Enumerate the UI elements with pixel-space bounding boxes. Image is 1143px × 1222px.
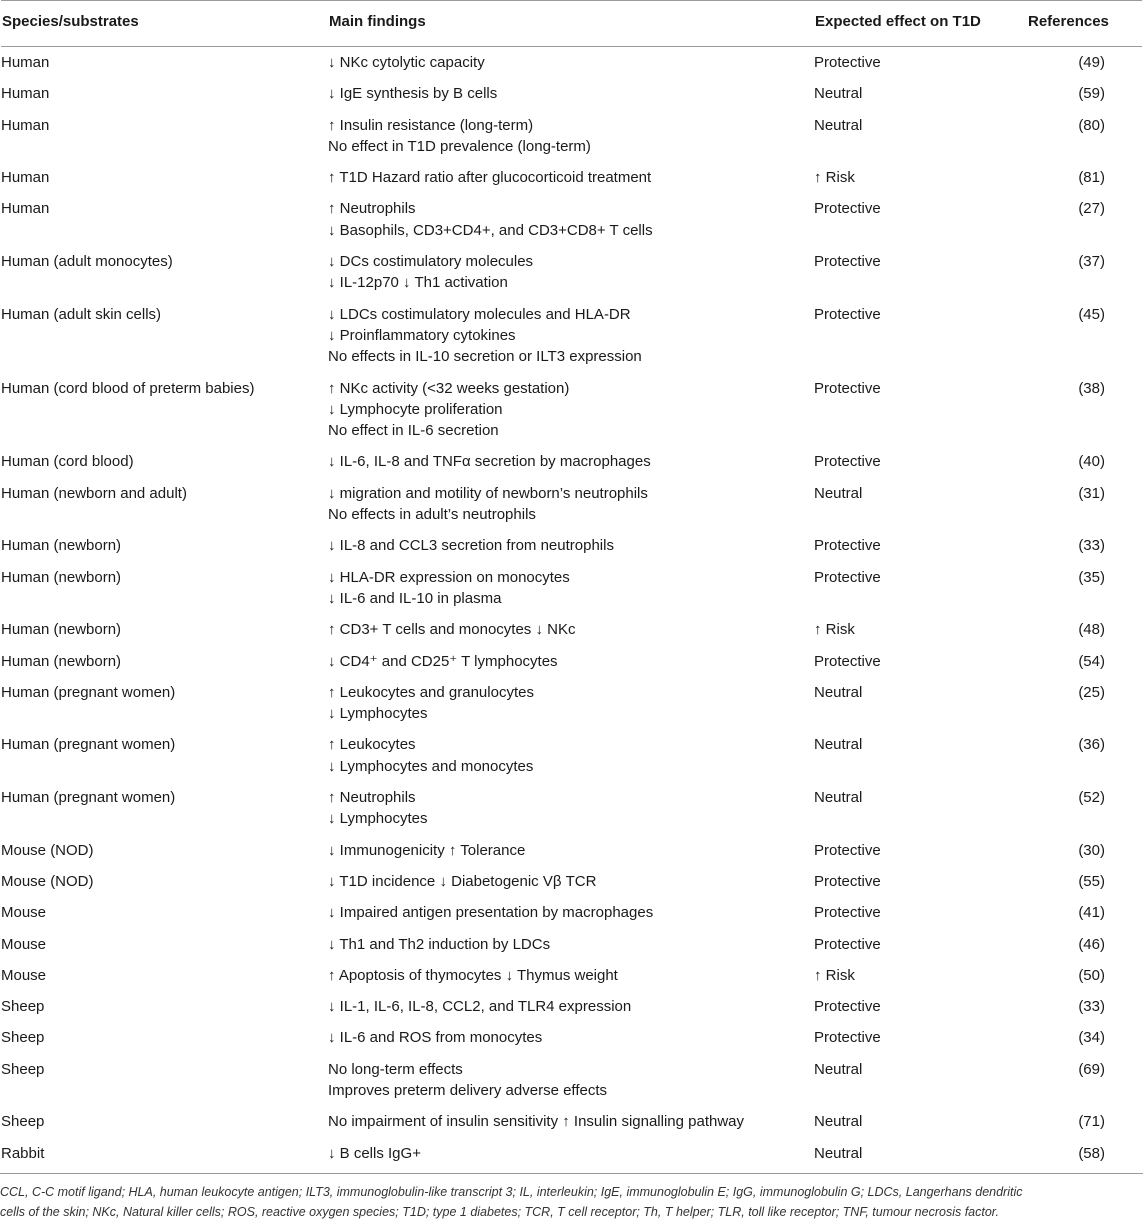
table-row <box>1 446 1142 477</box>
finding-line: ↓ HLA-DR expression on monocytes <box>328 568 570 586</box>
species-cell: Human <box>1 85 50 103</box>
reference-cell: (37) <box>1078 253 1105 271</box>
table-footnote <box>0 1173 1143 1222</box>
reference-cell: (58) <box>1078 1144 1105 1162</box>
reference-cell: (27) <box>1078 200 1105 218</box>
effect-cell: Protective <box>814 200 881 218</box>
reference-cell: (41) <box>1078 904 1105 922</box>
findings-cell <box>328 929 814 960</box>
reference-cell: (34) <box>1078 1029 1105 1047</box>
effect-cell: Protective <box>814 935 881 953</box>
finding-line: ↓ Basophils, CD3+CD4+, and CD3+CD8+ T cells <box>328 221 653 239</box>
findings-cell <box>328 1106 814 1137</box>
findings-cell <box>328 729 814 782</box>
effect-cell: Neutral <box>814 116 863 134</box>
findings-cell <box>328 162 814 193</box>
table-row <box>1 1138 1142 1169</box>
reference-cell: (35) <box>1078 568 1105 586</box>
species-cell: Mouse (NOD) <box>1 872 94 890</box>
species-cell: Mouse <box>1 935 47 953</box>
species-cell: Human <box>1 169 50 187</box>
finding-line: ↑ CD3+ T cells and monocytes ↓ NKc <box>328 621 576 639</box>
findings-cell <box>328 897 814 928</box>
finding-line: ↓ B cells IgG+ <box>328 1144 421 1162</box>
species-cell: Human (newborn) <box>1 537 122 555</box>
finding-line: No effect in T1D prevalence (long-term) <box>328 137 591 155</box>
effect-cell: ↑ Risk <box>814 169 855 187</box>
finding-line: ↓ IL-6 and IL-10 in plasma <box>328 589 502 607</box>
table-row <box>1 960 1142 991</box>
species-cell: Human (newborn) <box>1 568 122 586</box>
finding-line: ↓ NKc cytolytic capacity <box>328 54 485 71</box>
effect-cell: Protective <box>814 998 881 1016</box>
finding-line: ↓ IL-1, IL-6, IL-8, CCL2, and TLR4 expression <box>328 998 632 1016</box>
findings-cell <box>328 530 814 561</box>
effect-cell: Neutral <box>814 789 863 807</box>
reference-cell: (36) <box>1078 736 1105 754</box>
finding-line: ↓ migration and motility of newborn’s neutrophils <box>328 484 648 502</box>
finding-line: ↑ Leukocytes <box>328 736 416 754</box>
effect-cell: ↑ Risk <box>814 966 855 984</box>
finding-line: Improves preterm delivery adverse effects <box>328 1081 608 1099</box>
effect-cell: Protective <box>814 453 881 471</box>
species-cell: Human <box>1 54 50 71</box>
footnote-line: cells of the skin; NKc, Natural killer cells; ROS, reactive oxygen species; T1D; type 1 diabetes; TCR, T cell receptor; Th, T helper; TLR, toll like receptor; TNF, tumour necrosis factor. <box>0 1204 999 1219</box>
table-row <box>1 782 1142 835</box>
findings-cell <box>328 78 814 109</box>
findings-cell <box>328 1054 814 1107</box>
finding-line: No effects in adult’s neutrophils <box>328 506 536 524</box>
reference-cell: (33) <box>1078 998 1105 1016</box>
table-row <box>1 373 1142 447</box>
effect-cell: Neutral <box>814 484 863 502</box>
finding-line: ↓ Proinflammatory cytokines <box>328 326 516 344</box>
species-cell: Human (pregnant women) <box>1 736 176 754</box>
finding-line: No long-term effects <box>328 1060 463 1078</box>
species-cell: Human (newborn) <box>1 652 122 670</box>
findings-cell <box>328 299 814 373</box>
finding-line: ↓ IL-8 and CCL3 secretion from neutrophils <box>328 537 614 555</box>
table-header-row <box>1 1 1142 47</box>
finding-line: No impairment of insulin sensitivity ↑ Insulin signalling pathway <box>328 1113 745 1131</box>
table-row <box>1 246 1142 299</box>
effect-cell: Neutral <box>814 1060 863 1078</box>
finding-line: No effect in IL-6 secretion <box>328 422 499 440</box>
findings-table <box>1 0 1142 1169</box>
table-body <box>1 47 1142 1169</box>
finding-line: ↓ IL-12p70 ↓ Th1 activation <box>328 274 508 292</box>
findings-cell <box>328 835 814 866</box>
header-species: Species/substrates <box>1 1 328 47</box>
findings-cell <box>328 47 814 79</box>
findings-cell <box>328 373 814 447</box>
finding-line: ↓ Lymphocytes <box>328 810 428 828</box>
finding-line: No effects in IL-10 secretion or ILT3 expression <box>328 348 642 366</box>
table-row <box>1 47 1142 79</box>
effect-cell: Protective <box>814 253 881 271</box>
finding-line: ↓ Lymphocytes <box>328 705 428 723</box>
effect-cell: Protective <box>814 652 881 670</box>
effect-cell: Neutral <box>814 736 863 754</box>
finding-line: ↓ T1D incidence ↓ Diabetogenic Vβ TCR <box>328 872 597 890</box>
findings-cell <box>328 646 814 677</box>
reference-cell: (25) <box>1078 683 1105 701</box>
finding-line: ↓ IL-6 and ROS from monocytes <box>328 1029 543 1047</box>
species-cell: Sheep <box>1 1029 45 1047</box>
finding-line: ↑ Neutrophils <box>328 789 416 807</box>
finding-line: ↑ Neutrophils <box>328 200 416 218</box>
species-cell: Human (pregnant women) <box>1 789 176 807</box>
reference-cell: (49) <box>1078 54 1105 71</box>
reference-cell: (71) <box>1078 1113 1105 1131</box>
table-row <box>1 1054 1142 1107</box>
reference-cell: (46) <box>1078 935 1105 953</box>
table-row <box>1 897 1142 928</box>
species-cell: Human <box>1 116 50 134</box>
species-cell: Human (newborn and adult) <box>1 484 187 502</box>
finding-line: ↓ Lymphocyte proliferation <box>328 400 503 418</box>
findings-cell <box>328 782 814 835</box>
effect-cell: Protective <box>814 305 881 323</box>
effect-cell: Protective <box>814 1029 881 1047</box>
table-row <box>1 562 1142 615</box>
table-row <box>1 929 1142 960</box>
table-row <box>1 646 1142 677</box>
findings-cell <box>328 446 814 477</box>
finding-line: ↓ IL-6, IL-8 and TNFα secretion by macrophages <box>328 453 651 471</box>
effect-cell: Protective <box>814 872 881 890</box>
species-cell: Rabbit <box>1 1144 45 1162</box>
findings-cell <box>328 614 814 645</box>
species-cell: Human (adult skin cells) <box>1 305 162 323</box>
reference-cell: (38) <box>1078 379 1105 397</box>
findings-cell <box>328 478 814 531</box>
species-cell: Mouse <box>1 904 47 922</box>
species-cell: Sheep <box>1 998 45 1016</box>
header-references: References <box>1027 1 1142 47</box>
findings-cell <box>328 1022 814 1053</box>
species-cell: Human (cord blood) <box>1 453 134 471</box>
reference-cell: (52) <box>1078 789 1105 807</box>
effect-cell: Protective <box>814 568 881 586</box>
header-effect: Expected effect on T1D <box>814 1 1027 47</box>
table-row <box>1 193 1142 246</box>
footnote-line: CCL, C-C motif ligand; HLA, human leukocyte antigen; ILT3, immunoglobulin-like transcript 3; IL, interleukin; IgE, immunoglobulin E; IgG, immunoglobulin G; LDCs, Langerhans dendritic <box>0 1184 1023 1199</box>
reference-cell: (40) <box>1078 453 1105 471</box>
findings-cell <box>328 677 814 730</box>
findings-cell <box>328 1138 814 1169</box>
findings-cell <box>328 246 814 299</box>
findings-cell <box>328 562 814 615</box>
table-row <box>1 162 1142 193</box>
findings-cell <box>328 110 814 163</box>
finding-line: ↓ Th1 and Th2 induction by LDCs <box>328 935 551 953</box>
species-cell: Sheep <box>1 1113 45 1131</box>
reference-cell: (30) <box>1078 841 1105 859</box>
findings-cell <box>328 193 814 246</box>
finding-line: ↑ Apoptosis of thymocytes ↓ Thymus weight <box>328 966 618 984</box>
findings-cell <box>328 991 814 1022</box>
species-cell: Human (pregnant women) <box>1 683 176 701</box>
finding-line: ↓ Immunogenicity ↑ Tolerance <box>328 841 526 859</box>
species-cell: Human (newborn) <box>1 621 122 639</box>
reference-cell: (48) <box>1078 621 1105 639</box>
finding-line: ↓ CD4⁺ and CD25⁺ T lymphocytes <box>328 652 558 670</box>
findings-cell <box>328 960 814 991</box>
effect-cell: Protective <box>814 537 881 555</box>
finding-line: ↑ NKc activity (<32 weeks gestation) <box>328 379 570 397</box>
reference-cell: (59) <box>1078 85 1105 103</box>
table-row <box>1 835 1142 866</box>
reference-cell: (81) <box>1078 169 1105 187</box>
table-row <box>1 677 1142 730</box>
species-cell: Mouse (NOD) <box>1 841 94 859</box>
table-row <box>1 299 1142 373</box>
reference-cell: (55) <box>1078 872 1105 890</box>
finding-line: ↓ DCs costimulatory molecules <box>328 253 534 271</box>
table-row <box>1 1106 1142 1137</box>
species-cell: Sheep <box>1 1060 45 1078</box>
table-row <box>1 866 1142 897</box>
reference-cell: (31) <box>1078 484 1105 502</box>
finding-line: ↓ Lymphocytes and monocytes <box>328 757 534 775</box>
effect-cell: Protective <box>814 379 881 397</box>
reference-cell: (45) <box>1078 305 1105 323</box>
species-cell: Human (cord blood of preterm babies) <box>1 379 255 397</box>
table-row <box>1 110 1142 163</box>
effect-cell: Protective <box>814 841 881 859</box>
effect-cell: ↑ Risk <box>814 621 855 639</box>
table-row <box>1 614 1142 645</box>
finding-line: ↑ Leukocytes and granulocytes <box>328 683 534 701</box>
reference-cell: (54) <box>1078 652 1105 670</box>
effect-cell: Protective <box>814 54 881 71</box>
effect-cell: Neutral <box>814 85 863 103</box>
findings-cell <box>328 866 814 897</box>
table-row <box>1 1022 1142 1053</box>
effect-cell: Neutral <box>814 683 863 701</box>
reference-cell: (80) <box>1078 116 1105 134</box>
species-cell: Human (adult monocytes) <box>1 253 173 271</box>
finding-line: ↓ LDCs costimulatory molecules and HLA-DR <box>328 305 631 323</box>
finding-line: ↑ Insulin resistance (long-term) <box>328 116 534 134</box>
table-row <box>1 530 1142 561</box>
effect-cell: Protective <box>814 904 881 922</box>
table-row <box>1 478 1142 531</box>
table-row <box>1 729 1142 782</box>
species-cell: Human <box>1 200 50 218</box>
effect-cell: Neutral <box>814 1113 863 1131</box>
table-row <box>1 78 1142 109</box>
finding-line: ↓ IgE synthesis by B cells <box>328 85 498 103</box>
species-cell: Mouse <box>1 966 47 984</box>
reference-cell: (33) <box>1078 537 1105 555</box>
finding-line: ↑ T1D Hazard ratio after glucocorticoid treatment <box>328 169 652 187</box>
finding-line: ↓ Impaired antigen presentation by macrophages <box>328 904 654 922</box>
effect-cell: Neutral <box>814 1144 863 1162</box>
table-row <box>1 991 1142 1022</box>
reference-cell: (50) <box>1078 966 1105 984</box>
reference-cell: (69) <box>1078 1060 1105 1078</box>
header-findings: Main findings <box>328 1 814 47</box>
